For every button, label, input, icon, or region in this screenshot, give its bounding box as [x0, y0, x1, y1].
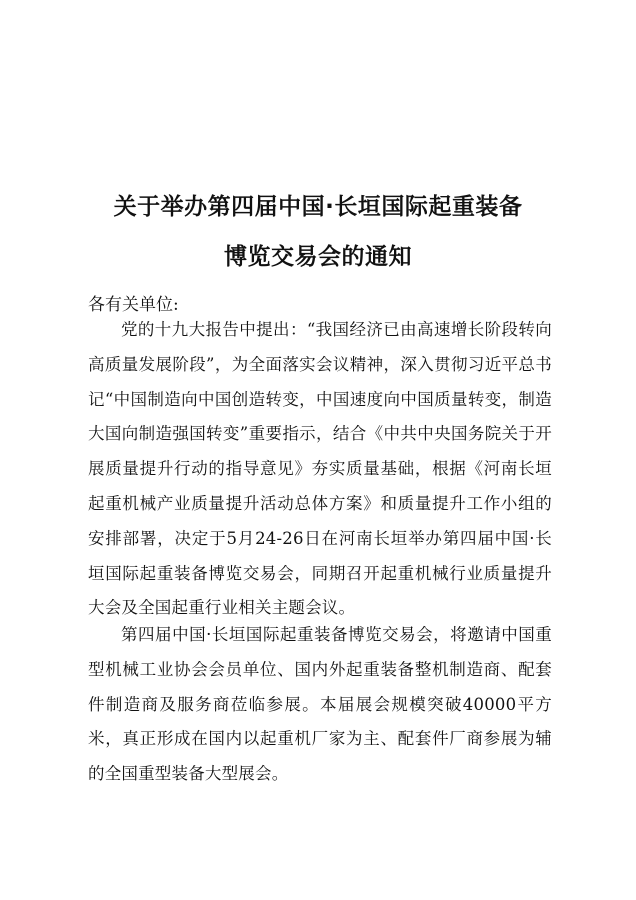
salutation: 各有关单位:: [88, 295, 179, 315]
body-paragraph-1: 党的十九大报告中提出：“我国经济已由高速增长阶段转向高质量发展阶段”，为全面落实会议精神，深入贯彻习近平总书记“中国制造向中国创造转变，中国速度向中国质量转变，制造大国向制造强国转变”重要指示，结合《中共中央国务院关于开展质量提升行动的指导意见》夯实质量基础，根据《河南长垣起重机械产业质量提升活动总体方案》和质量提升工作小组的安排部署，决定于5月24-26日在河南长垣举办第四届中国·长垣国际起重装备博览交易会，同期召开起重机械行业质量提升大会及全国起重行业相关主题会议。: [88, 320, 552, 618]
document-title-line-2: 博览交易会的通知: [224, 244, 412, 270]
document-title-line-1: 关于举办第四届中国·长垣国际起重装备: [113, 194, 523, 220]
body-paragraph-2: 第四届中国·长垣国际起重装备博览交易会，将邀请中国重型机械工业协会会员单位、国内外起重装备整机制造商、配套件制造商及服务商莅临参展。本届展会规模突破40000平方米，真正形成在国内以起重机厂家为主、配套件厂商参展为辅的全国重型装备大型展会。: [88, 625, 552, 784]
